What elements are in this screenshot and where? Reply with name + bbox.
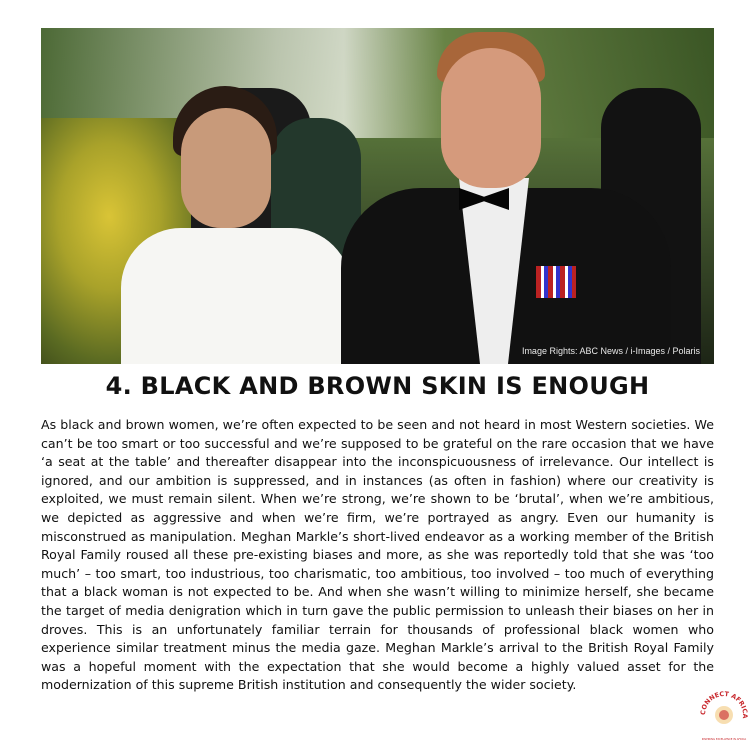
- medals: [536, 266, 576, 298]
- body-paragraph: As black and brown women, we’re often expected to be seen and not heard in most Western societies. We can’t be too smart or too successful and we’re supposed to be grateful on the rare occasion that we have ‘a seat at the table’ and thereafter disappear into the inconspicuousness of irrelevance. Our intellect is ignored, and our ambition is suppressed, and in instances (as often in fashion) where our creativity is exploited, we must remain silent. When we’re strong, we’re shown to be ‘brutal’, when we’re ambitious, we depicted as aggressive and when we’re firm, we’re portrayed as angry. Even our humanity is misconstrued as manipulation. Meghan Markle’s short-lived endeavor as a working member of the British Royal Family roused all these pre-existing biases and more, as she was reportedly told that she was ‘too much’ – too smart, too industrious, too charismatic, too ambitious, too involved – too much of everything that a black woman is not expected to be. And when she wasn’t willing to minimize herself, she became the target of media denigration which in turn gave the public permission to unleash their biases on her in droves. This is an unfortunately familiar terrain for thousands of professional black women who experience similar treatment minus the media gaze. Meghan Markle’s arrival to the British Royal Family was a hopeful moment with the expectation that she would become a highly valued asset for the modernization of this supreme British institution and consequently the wider society.: [41, 417, 714, 693]
- image-credit: Image Rights: ABC News / i-Images / Polaris: [521, 346, 700, 356]
- connect-africa-logo: [697, 688, 751, 742]
- sunburst-icon: [715, 706, 733, 724]
- logo-tagline: INSPIRING EXCELLENCE IN AFRICA: [701, 738, 747, 741]
- hero-photo: [41, 28, 714, 364]
- logo-ring-text: CONNECT AFRICA: [698, 689, 750, 719]
- section-heading: 4. BLACK AND BROWN SKIN IS ENOUGH: [105, 372, 650, 400]
